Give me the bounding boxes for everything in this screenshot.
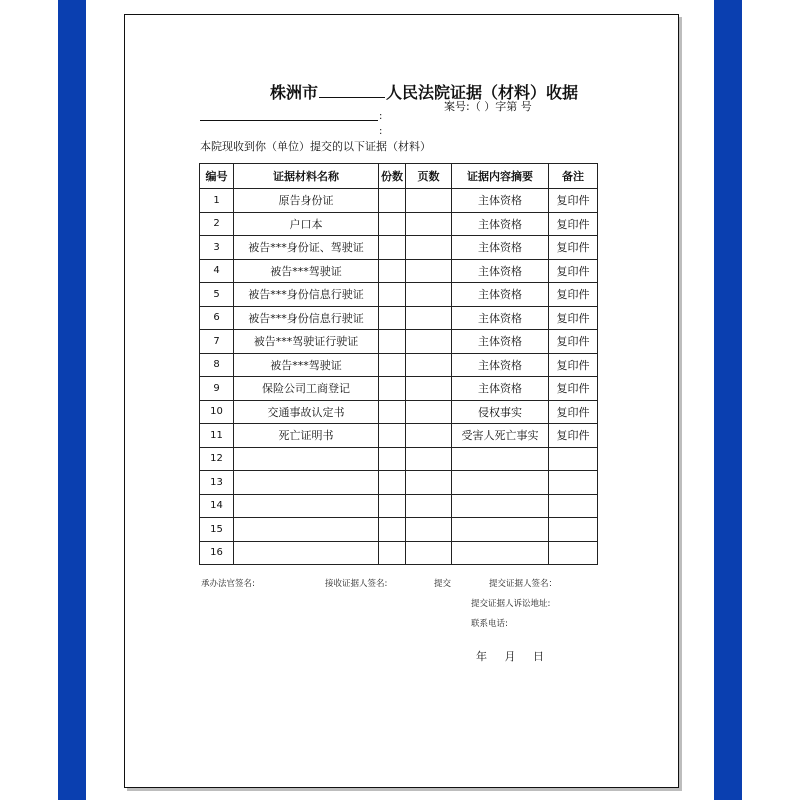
- cell-note: [549, 471, 598, 495]
- recipient-blank-line: [200, 110, 378, 121]
- judge-signature-label: 承办法官签名:: [201, 579, 255, 589]
- cell-number: 8: [200, 353, 234, 377]
- cell-note: [549, 541, 598, 565]
- cell-copies: [379, 353, 406, 377]
- cell-name: 被告***驾驶证: [234, 259, 379, 283]
- cell-summary: 主体资格: [452, 330, 549, 354]
- cell-summary: 主体资格: [452, 283, 549, 307]
- submitter-address-label: 提交证据人诉讼地址:: [471, 599, 551, 609]
- cell-number: 15: [200, 518, 234, 542]
- cell-pages: [406, 400, 452, 424]
- table-row: [200, 353, 598, 377]
- cell-name: 交通事故认定书: [234, 400, 379, 424]
- cell-copies: [379, 330, 406, 354]
- cell-summary: [452, 447, 549, 471]
- cell-note: [549, 518, 598, 542]
- header-copies: 份数: [379, 164, 406, 189]
- cell-copies: [379, 189, 406, 213]
- cell-pages: [406, 447, 452, 471]
- intro-text: 本院现收到你（单位）提交的以下证据（材料）: [200, 140, 431, 153]
- cell-number: 12: [200, 447, 234, 471]
- cell-note: 复印件: [549, 330, 598, 354]
- table-row: [200, 541, 598, 565]
- left-blue-bar: [58, 0, 86, 800]
- cell-summary: 受害人死亡事实: [452, 424, 549, 448]
- table-row: [200, 518, 598, 542]
- cell-summary: [452, 541, 549, 565]
- cell-number: 10: [200, 400, 234, 424]
- cell-name: 被告***驾驶证行驶证: [234, 330, 379, 354]
- cell-pages: [406, 541, 452, 565]
- cell-summary: 主体资格: [452, 353, 549, 377]
- cell-note: 复印件: [549, 212, 598, 236]
- cell-name: 保险公司工商登记: [234, 377, 379, 401]
- cell-copies: [379, 447, 406, 471]
- cell-name: 被告***身份信息行驶证: [234, 283, 379, 307]
- cell-number: 6: [200, 306, 234, 330]
- cell-copies: [379, 541, 406, 565]
- header-summary: 证据内容摘要: [452, 164, 549, 189]
- cell-name: [234, 494, 379, 518]
- cell-number: 4: [200, 259, 234, 283]
- cell-number: 2: [200, 212, 234, 236]
- cell-note: [549, 447, 598, 471]
- cell-pages: [406, 283, 452, 307]
- cell-copies: [379, 471, 406, 495]
- cell-summary: 主体资格: [452, 236, 549, 260]
- table-row: [200, 377, 598, 401]
- recipient-colon-2: :: [379, 126, 383, 137]
- submitter-signature-label: 提交证据人签名：: [489, 579, 558, 589]
- title-court: 人民法院证据（材料）收据: [386, 83, 579, 102]
- cell-pages: [406, 471, 452, 495]
- cell-note: [549, 494, 598, 518]
- cell-note: 复印件: [549, 400, 598, 424]
- cell-pages: [406, 306, 452, 330]
- date-line: 年 月 日: [476, 650, 544, 663]
- cell-number: 7: [200, 330, 234, 354]
- header-pages: 页数: [406, 164, 452, 189]
- cell-summary: [452, 494, 549, 518]
- cell-name: [234, 447, 379, 471]
- cell-copies: [379, 377, 406, 401]
- evidence-table: [199, 163, 598, 565]
- cell-number: 16: [200, 541, 234, 565]
- cell-copies: [379, 259, 406, 283]
- case-number: 案号:（ ）字第 号: [444, 100, 532, 113]
- table-row: [200, 471, 598, 495]
- cell-pages: [406, 377, 452, 401]
- cell-note: 复印件: [549, 424, 598, 448]
- submit-label: 提交: [434, 579, 452, 589]
- table-row: [200, 236, 598, 260]
- cell-pages: [406, 212, 452, 236]
- table-row: [200, 283, 598, 307]
- cell-summary: 主体资格: [452, 377, 549, 401]
- title-blank-line: [319, 85, 385, 98]
- cell-summary: 主体资格: [452, 259, 549, 283]
- cell-copies: [379, 424, 406, 448]
- table-header-row: [200, 164, 598, 189]
- cell-name: 死亡证明书: [234, 424, 379, 448]
- table-row: [200, 306, 598, 330]
- cell-pages: [406, 189, 452, 213]
- recipient-colon: :: [379, 111, 383, 122]
- title-city: 株洲市: [270, 83, 319, 102]
- cell-copies: [379, 283, 406, 307]
- cell-copies: [379, 494, 406, 518]
- cell-pages: [406, 236, 452, 260]
- cell-note: 复印件: [549, 306, 598, 330]
- table-row: [200, 330, 598, 354]
- cell-pages: [406, 330, 452, 354]
- cell-note: 复印件: [549, 259, 598, 283]
- table-row: [200, 189, 598, 213]
- cell-summary: 侵权事实: [452, 400, 549, 424]
- table-row: [200, 400, 598, 424]
- cell-pages: [406, 424, 452, 448]
- cell-number: 5: [200, 283, 234, 307]
- cell-note: 复印件: [549, 236, 598, 260]
- cell-copies: [379, 236, 406, 260]
- cell-name: 被告***身份证、驾驶证: [234, 236, 379, 260]
- header-name: 证据材料名称: [234, 164, 379, 189]
- receiver-signature-label: 接收证据人签名:: [325, 579, 388, 589]
- cell-name: 户口本: [234, 212, 379, 236]
- cell-name: [234, 541, 379, 565]
- cell-name: [234, 518, 379, 542]
- cell-number: 1: [200, 189, 234, 213]
- right-blue-bar: [714, 0, 742, 800]
- cell-name: 原告身份证: [234, 189, 379, 213]
- cell-pages: [406, 518, 452, 542]
- table-row: [200, 212, 598, 236]
- cell-number: 13: [200, 471, 234, 495]
- cell-note: 复印件: [549, 377, 598, 401]
- header-number: 编号: [200, 164, 234, 189]
- phone-label: 联系电话:: [471, 619, 508, 629]
- cell-note: 复印件: [549, 189, 598, 213]
- cell-pages: [406, 259, 452, 283]
- cell-name: 被告***驾驶证: [234, 353, 379, 377]
- cell-number: 14: [200, 494, 234, 518]
- cell-number: 9: [200, 377, 234, 401]
- cell-note: 复印件: [549, 283, 598, 307]
- cell-number: 11: [200, 424, 234, 448]
- cell-summary: 主体资格: [452, 212, 549, 236]
- header-note: 备注: [549, 164, 598, 189]
- cell-name: 被告***身份信息行驶证: [234, 306, 379, 330]
- table-row: [200, 424, 598, 448]
- cell-number: 3: [200, 236, 234, 260]
- cell-name: [234, 471, 379, 495]
- cell-summary: [452, 471, 549, 495]
- cell-copies: [379, 400, 406, 424]
- cell-copies: [379, 306, 406, 330]
- cell-note: 复印件: [549, 353, 598, 377]
- table-row: [200, 259, 598, 283]
- cell-copies: [379, 212, 406, 236]
- cell-summary: 主体资格: [452, 306, 549, 330]
- cell-pages: [406, 353, 452, 377]
- cell-pages: [406, 494, 452, 518]
- cell-summary: 主体资格: [452, 189, 549, 213]
- form-title: [270, 80, 578, 103]
- table-row: [200, 447, 598, 471]
- table-row: [200, 494, 598, 518]
- cell-copies: [379, 518, 406, 542]
- cell-summary: [452, 518, 549, 542]
